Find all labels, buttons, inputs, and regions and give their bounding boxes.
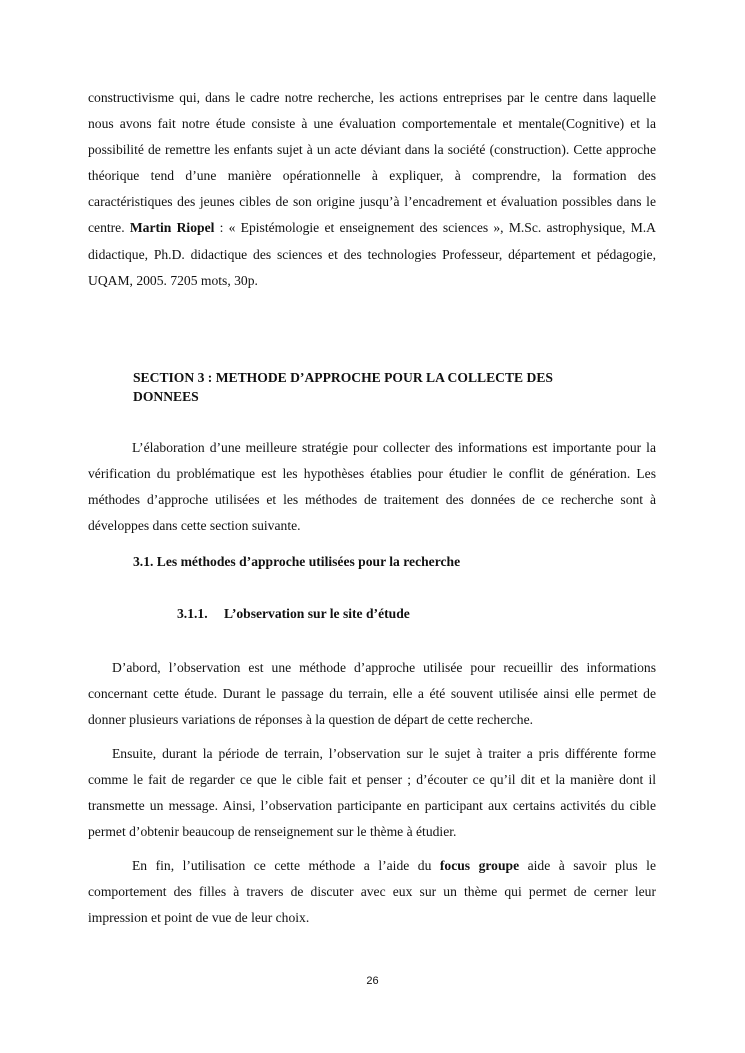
section-3-heading-line1: SECTION 3 : METHODE D’APPROCHE POUR LA COLLECTE DES	[133, 370, 553, 385]
author-name: Martin Riopel	[129, 220, 215, 236]
paragraph-en-fin	[88, 853, 656, 931]
citation-text: : « Epistémologie et enseignement des sciences », M.Sc. astrophysique, M.A didactique, Ph.D. didactique des sciences et des technologies Professeur, département et pédagogie, UQAM, 2005. 7205 mots, 30p.	[88, 220, 656, 288]
subsection-3-1-heading: 3.1. Les méthodes d’approche utilisées pour la recherche	[133, 554, 461, 569]
paragraph-constructivisme	[88, 85, 656, 294]
subsection-3-1-1-heading	[177, 606, 410, 622]
paragraph-text-end: aide à savoir plus le comportement des filles à travers de discuter avec eux sur un thème qui permet de cerner leur impression et point de vue de leur choix.	[88, 858, 656, 926]
paragraph-elaboration: L’élaboration d’une meilleure stratégie pour collecter des informations est importante pour la vérification du problématique est les hypothèses établies pour étudier le conflit de génération. Les méthodes d’approche utilisées et les méthodes de traitement des données de ce recherche sont à développes dans cette section suivante.	[88, 440, 656, 534]
paragraph-ensuite: Ensuite, durant la période de terrain, l’observation sur le sujet à traiter a pris différente forme comme le fait de regarder ce que le cible fait et penser ; d’écouter ce qu’il dit et la manière dont il transmette un message. Ainsi, l’observation participante en participant aux certains activités du cible permet d’obtenir beaucoup de renseignement sur le thème à étudier.	[88, 746, 656, 840]
paragraph-dabord: D’abord, l’observation est une méthode d’approche utilisée pour recueillir des informations concernant cette étude. Durant le passage du terrain, elle a été souvent utilisée ainsi elle permet de donner plusieurs variations de réponses à la question de départ de cette recherche.	[88, 660, 656, 728]
page-number: 26	[366, 975, 379, 987]
subsection-number: 3.1.1.	[177, 606, 208, 621]
paragraph-text: constructivisme qui, dans le cadre notre recherche, les actions entreprises par le centre dans laquelle nous avons fait notre étude consiste à une évaluation comportementale et mentale(Cognitive) et la possibilité de remettre les enfants sujet à un acte déviant dans la société (construction). Cette approche théorique tend d’une manière opérationnelle à expliquer, à comprendre, la formation des caractéristiques des jeunes cibles de son origine jusqu’à l’encadrement et évaluation possibles dans le centre.	[88, 90, 656, 236]
focus-groupe-term: focus groupe	[439, 858, 520, 873]
section-3-heading-line2: DONNEES	[133, 389, 199, 404]
subsection-title: L’observation sur le site d’étude	[224, 606, 410, 621]
section-3-heading	[133, 368, 633, 406]
paragraph-text: En fin, l’utilisation ce cette méthode a l’aide du	[132, 858, 440, 873]
